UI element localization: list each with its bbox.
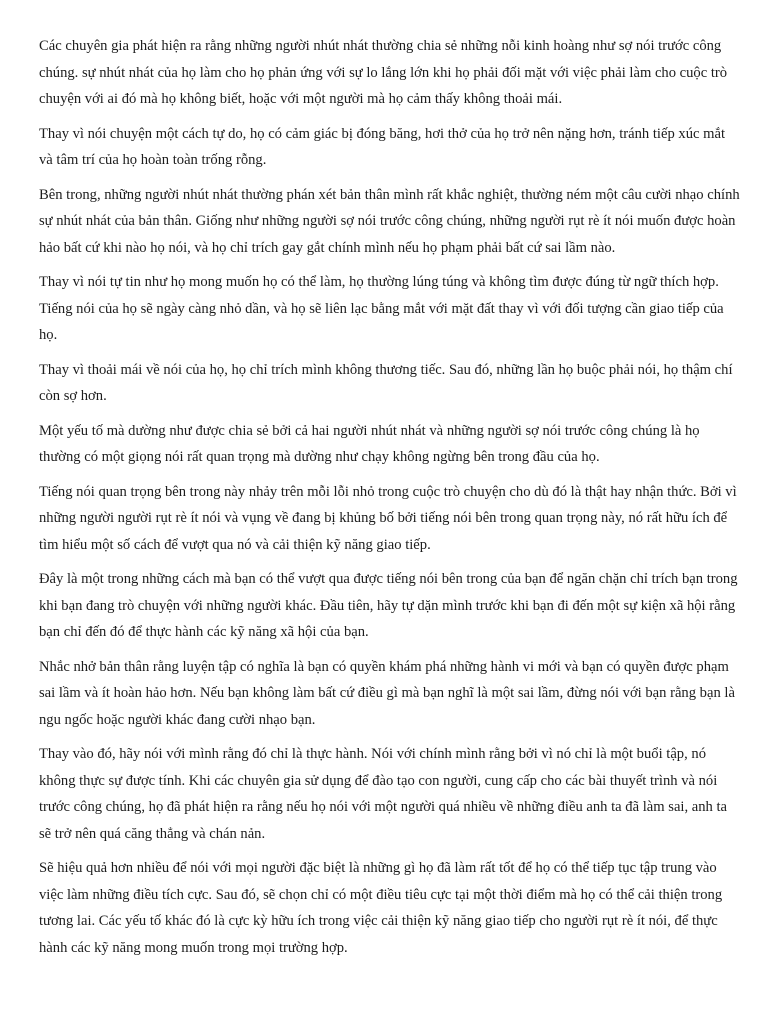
paragraph-6: Một yếu tố mà dường như được chia sẻ bởi cả hai người nhút nhát và những người sợ nói trước công chúng là họ thường có một giọng nói rất quan trọng mà dường như chạy không ngừng bên trong đầu của họ.: [39, 422, 700, 465]
paragraph-5: Thay vì thoải mái về nói của họ, họ chỉ trích mình không thương tiếc. Sau đó, những lần họ buộc phải nói, họ thậm chí còn sợ hơn.: [39, 361, 733, 404]
paragraph-8: Đây là một trong những cách mà bạn có thể vượt qua được tiếng nói bên trong của bạn để ngăn chặn chỉ trích bạn trong khi bạn đang trò chuyện với những người khác. Đầu tiên, hãy tự dặn mình trước khi bạn đi đến một sự kiện xã hội rằng bạn chỉ đến đó để thực hành các kỹ năng xã hội của bạn.: [39, 571, 738, 640]
paragraph-3: Bên trong, những người nhút nhát thường phán xét bản thân mình rất khắc nghiệt, thường ném một câu cười nhạo chính sự nhút nhát của bản thân. Giống như những người sợ nói trước công chúng, những người rụt rè ít nói muốn được hoàn hảo bất cứ khi nào họ nói, và họ chỉ trích gay gắt chính mình nếu họ phạm phải bất cứ sai lầm nào.: [39, 186, 740, 256]
paragraph-2: Thay vì nói chuyện một cách tự do, họ có cảm giác bị đóng băng, hơi thở của họ trở nên nặng hơn, tránh tiếp xúc mắt và tâm trí của họ hoàn toàn trống rỗng.: [39, 125, 725, 168]
paragraph-9: Nhắc nhở bản thân rằng luyện tập có nghĩa là bạn có quyền khám phá những hành vi mới và bạn có quyền được phạm sai lầm và ít hoàn hảo hơn. Nếu bạn không làm bất cứ điều gì mà bạn nghĩ là một sai lầm, đừng nói với bạn rằng bạn là ngu ngốc hoặc người khác đang cười nhạo bạn.: [39, 658, 735, 728]
paragraph-10: Thay vào đó, hãy nói với mình rằng đó chỉ là thực hành. Nói với chính mình rằng bởi vì nó chỉ là một buổi tập, nó không thực sự được tính. Khi các chuyên gia sử dụng để đào tạo con người, cung cấp cho các bài thuyết trình và nói trước công chúng, họ đã phát hiện ra rằng nếu họ nói với một người quá nhiều về những điều anh ta đã làm sai, anh ta sẽ trở nên quá căng thẳng và chán nản.: [39, 746, 728, 842]
paragraph-7: Tiếng nói quan trọng bên trong này nhảy trên mỗi lỗi nhỏ trong cuộc trò chuyện cho dù đó là thật hay nhận thức. Bởi vì những người người rụt rè ít nói và vụng về đang bị khủng bố bởi tiếng nói bên trong quan trọng này, nó rất hữu ích để tìm hiểu một số cách để vượt qua nó và cải thiện kỹ năng giao tiếp.: [39, 483, 737, 553]
paragraph-1: Các chuyên gia phát hiện ra rằng những người nhút nhát thường chia sẻ những nỗi kinh hoàng như sợ nói trước công chúng. sự nhút nhát của họ làm cho họ phản ứng với sự lo lắng lớn khi họ phải đối mặt với việc phải làm cho cuộc trò chuyện với ai đó mà họ không biết, hoặc với một người mà họ cảm thấy không thoải mái.: [39, 38, 728, 107]
paragraph-11: Sẽ hiệu quả hơn nhiều để nói với mọi người đặc biệt là những gì họ đã làm rất tốt để họ có thể tiếp tục tập trung vào việc làm những điều tích cực. Sau đó, sẽ chọn chỉ có một điều tiêu cực tại một thời điểm mà họ có thể cải thiện trong tương lai. Các yếu tố khác đó là cực kỳ hữu ích trong việc cải thiện kỹ năng giao tiếp cho người rụt rè ít nói, để thực hành các kỹ năng mong muốn trong mọi trường hợp.: [39, 860, 723, 956]
paragraph-4: Thay vì nói tự tin như họ mong muốn họ có thể làm, họ thường lúng túng và không tìm được đúng từ ngữ thích hợp. Tiếng nói của họ sẽ ngày càng nhỏ dần, và họ sẽ liên lạc bằng mắt với mặt đất thay vì với đối tượng cần giao tiếp của họ.: [39, 274, 724, 343]
